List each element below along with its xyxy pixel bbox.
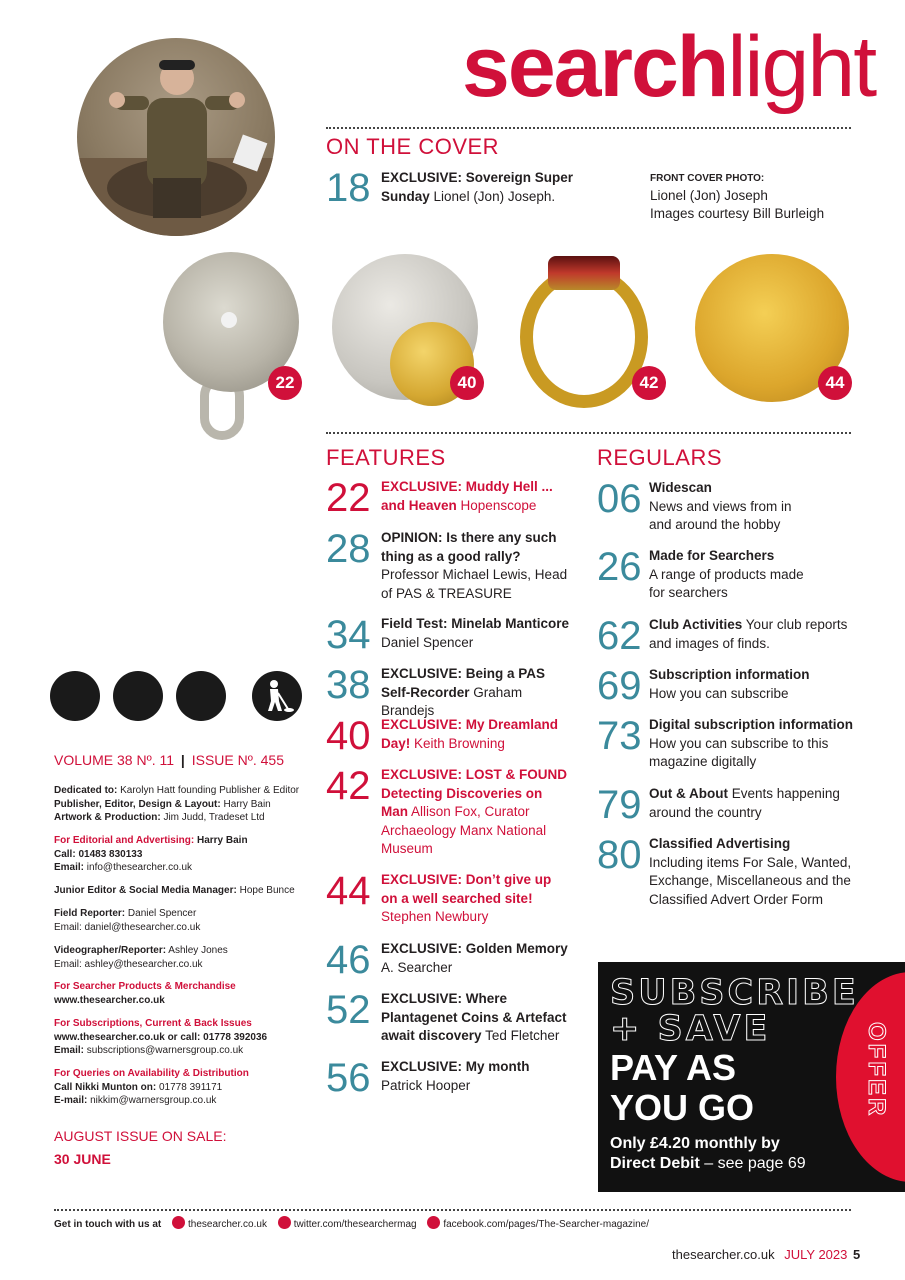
coins-page-badge: 40 [450,366,484,400]
page-folio [672,1247,861,1262]
gold-coin-page-badge: 44 [818,366,852,400]
decorative-dot [176,671,226,721]
regular-title: Widescan [649,480,712,495]
cover-photo-courtesy: Images courtesy Bill Burleigh [650,206,825,221]
products-url: www.thesearcher.co.uk [54,994,165,1006]
contact-links [54,1216,649,1232]
feature-page-number: 56 [326,1056,371,1100]
feature-entry [326,615,586,655]
page-number: 5 [853,1247,861,1262]
videographer [54,944,316,971]
feature-page-number: 34 [326,613,371,657]
queries-call: Call Nikki Munton on: [54,1081,157,1093]
feature-author: Graham Brandejs [381,684,523,718]
field-value: Daniel Spencer [127,908,197,919]
feature-page-number: 44 [326,869,371,913]
cover-page-number: 18 [326,166,371,210]
junior-label: Junior Editor & Social Media Manager: [54,885,237,896]
regular-page-number: 73 [597,714,642,758]
cover-story-title: EXCLUSIVE: Sovereign Super Sunday [381,170,574,204]
publisher-value: Harry Bain [223,798,271,810]
publisher-label: Publisher, Editor, Design & Layout: [54,798,221,810]
regular-entry [597,785,867,825]
divider-mid [326,432,851,434]
dedicated-label: Dedicated to: [54,785,118,796]
feature-author: Daniel Spencer [381,634,474,650]
feature-entry [326,988,586,1043]
twitter-link[interactable]: twitter.com/thesearchermag [293,1219,417,1230]
video-email: Email: ashley@thesearcher.co.uk [54,958,203,970]
queries-label: For Queries on Availability & Distribution [54,1068,249,1079]
feature-page-number: 28 [326,527,371,571]
regular-entry [597,477,867,532]
feature-title: EXCLUSIVE: Muddy Hell ... and Heaven [381,479,553,513]
subscribe-line: SUBSCRIBE [610,973,859,1013]
staff-credits [54,784,316,825]
direct-debit-line [610,1154,806,1174]
products-contact [54,980,316,1007]
regular-description: News and views from in and around the hobby [649,498,792,532]
cover-story [381,168,581,206]
cover-photo [77,38,275,236]
feature-entry [326,940,586,980]
folio-date: JULY 2023 [784,1247,848,1262]
regular-description: Events happening around the country [649,786,840,820]
feature-title: EXCLUSIVE: Golden Memory [381,941,568,956]
regular-page-number: 06 [597,477,642,521]
feature-entry [326,869,576,924]
regular-description: Your club reports and images of finds. [649,617,848,651]
ring-page-badge: 42 [632,366,666,400]
feature-author: Stephen Newbury [381,909,489,924]
feature-title: Field Test: Minelab Manticore [381,616,570,631]
products-label: For Searcher Products & Merchandise [54,981,236,992]
email-label: Email: [54,862,85,873]
queries-email-label: E-mail: [54,1095,88,1106]
issue-number: ISSUE Nº. 455 [191,752,284,768]
get-in-touch: Get in touch with us at [54,1219,162,1230]
feature-entry [326,478,576,518]
video-label: Videographer/Reporter: [54,945,167,956]
feature-title: EXCLUSIVE: My Dreamland Day! [381,717,559,751]
regular-title: Made for Searchers [649,548,775,563]
decorative-dot [50,671,100,721]
subscribe-advert[interactable] [598,962,905,1192]
junior-editor [54,884,316,898]
call-label: Call: [54,848,76,860]
regular-description: How you can subscribe to this magazine digitally [649,735,829,769]
field-reporter [54,907,316,934]
feature-entry [326,1058,586,1098]
regular-page-number: 62 [597,614,642,658]
masthead-logo: searchlight [462,19,876,115]
regular-title: Club Activities [649,617,743,632]
feature-entry [326,527,576,601]
detectorist-logo-icon [252,671,302,721]
editorial-email: info@thesearcher.co.uk [86,862,193,873]
twitter-icon [278,1216,291,1229]
website-link[interactable]: thesearcher.co.uk [188,1219,267,1230]
feature-page-number: 38 [326,663,371,707]
feature-title: EXCLUSIVE: My month [381,1059,530,1074]
artwork-value: Jim Judd, Tradeset Ltd [163,812,265,823]
offer-label: OFFER [863,1022,890,1119]
website-icon [172,1216,185,1229]
cover-photo-credit [650,171,860,223]
subscriptions-contact [54,1017,316,1058]
see-page: – see page 69 [704,1155,806,1172]
divider-bottom [54,1209,851,1211]
subs-label: For Subscriptions, Current & Back Issues [54,1018,252,1029]
cover-story-author: Lionel (Jon) Joseph. [433,189,556,204]
regular-page-number: 26 [597,545,642,589]
editorial-phone: 01483 830133 [78,848,143,860]
feature-title: EXCLUSIVE: Being a PAS Self-Recorder [381,666,546,700]
regular-entry [597,714,867,769]
regular-description: Including items For Sale, Wanted, Exchange, Miscellaneous and the Classified Advert Order Form [649,854,852,907]
regular-title: Classified Advertising [649,836,791,851]
brooch-page-badge: 22 [268,366,302,400]
cover-photo-label: FRONT COVER PHOTO: [650,173,765,184]
video-value: Ashley Jones [168,945,228,956]
feature-entry [326,663,576,718]
subs-line: www.thesearcher.co.uk or call: 01778 392036 [54,1031,268,1043]
feature-page-number: 40 [326,714,371,758]
feature-page-number: 52 [326,988,371,1032]
regular-description: A range of products made for searchers [649,566,804,600]
price-line: Only £4.20 monthly by [610,1135,780,1152]
junior-value: Hope Bunce [239,885,295,896]
regular-page-number: 69 [597,664,642,708]
feature-author: Ted Fletcher [485,1028,560,1043]
feature-title: EXCLUSIVE: Don’t give up on a well searched site! [381,872,552,906]
feature-author: Allison Fox, Curator Archaeology Manx National Museum [381,804,547,856]
subs-email: subscriptions@warnersgroup.co.uk [86,1045,244,1056]
regular-entry [597,833,867,907]
regular-title: Digital subscription information [649,717,854,732]
dedicated-value: Karolyn Hatt founding Publisher & Editor [120,785,300,796]
decorative-dot [113,671,163,721]
subs-email-label: Email: [54,1045,85,1056]
editorial-contact [54,834,316,875]
regular-title: Subscription information [649,667,810,682]
feature-page-number: 42 [326,764,371,808]
regular-page-number: 79 [597,783,642,827]
artwork-label: Artwork & Production: [54,812,161,823]
editorial-name: Harry Bain [196,835,248,846]
regular-page-number: 80 [597,833,642,877]
on-the-cover-heading: ON THE COVER [326,134,500,159]
regulars-heading: REGULARS [597,445,723,470]
volume-number: VOLUME 38 Nº. 11 [54,752,175,768]
feature-title: EXCLUSIVE: Where Plantagenet Coins & Artefact await discovery [381,991,567,1043]
field-label: Field Reporter: [54,908,126,919]
regular-entry [597,666,867,706]
pay-as-line: PAY AS [610,1047,737,1088]
feature-page-number: 22 [326,476,371,520]
feature-author: Keith Browning [414,735,505,751]
folio-site: thesearcher.co.uk [672,1247,775,1262]
distribution-contact [54,1067,316,1108]
feature-page-number: 46 [326,938,371,982]
save-line: + SAVE [610,1009,771,1049]
queries-email: nikkim@warnersgroup.co.uk [90,1095,217,1106]
queries-phone: 01778 391171 [159,1081,223,1093]
regular-entry [597,616,867,656]
feature-entry [326,716,576,756]
feature-author: A. Searcher [381,959,453,975]
field-email: Email: daniel@thesearcher.co.uk [54,921,201,933]
divider-top [326,127,851,129]
feature-entry [326,764,576,856]
editorial-label: For Editorial and Advertising: [54,835,195,846]
features-heading: FEATURES [326,445,446,470]
facebook-link[interactable]: facebook.com/pages/The-Searcher-magazine/ [443,1219,650,1230]
onsale-label: AUGUST ISSUE ON SALE: [54,1128,227,1144]
feature-author: Hopenscope [460,497,537,513]
cover-photo-name: Lionel (Jon) Joseph [650,188,768,203]
volume-issue: VOLUME 38 Nº. 11 | ISSUE Nº. 455 [54,752,284,768]
feature-author: Professor Michael Lewis, Head of PAS & TREASURE [381,567,568,601]
feature-author: Patrick Hooper [381,1077,471,1093]
facebook-icon [427,1216,440,1229]
feature-title: OPINION: Is there any such thing as a good rally? [381,530,557,564]
feature-title: EXCLUSIVE: LOST & FOUND Detecting Discoveries on Man [381,767,568,819]
onsale-date: 30 JUNE [54,1151,111,1167]
regular-description: How you can subscribe [649,685,789,701]
regular-entry [597,545,867,600]
regular-title: Out & About [649,786,728,801]
you-go-line: YOU GO [610,1087,755,1128]
direct-debit-label: Direct Debit [610,1155,700,1172]
